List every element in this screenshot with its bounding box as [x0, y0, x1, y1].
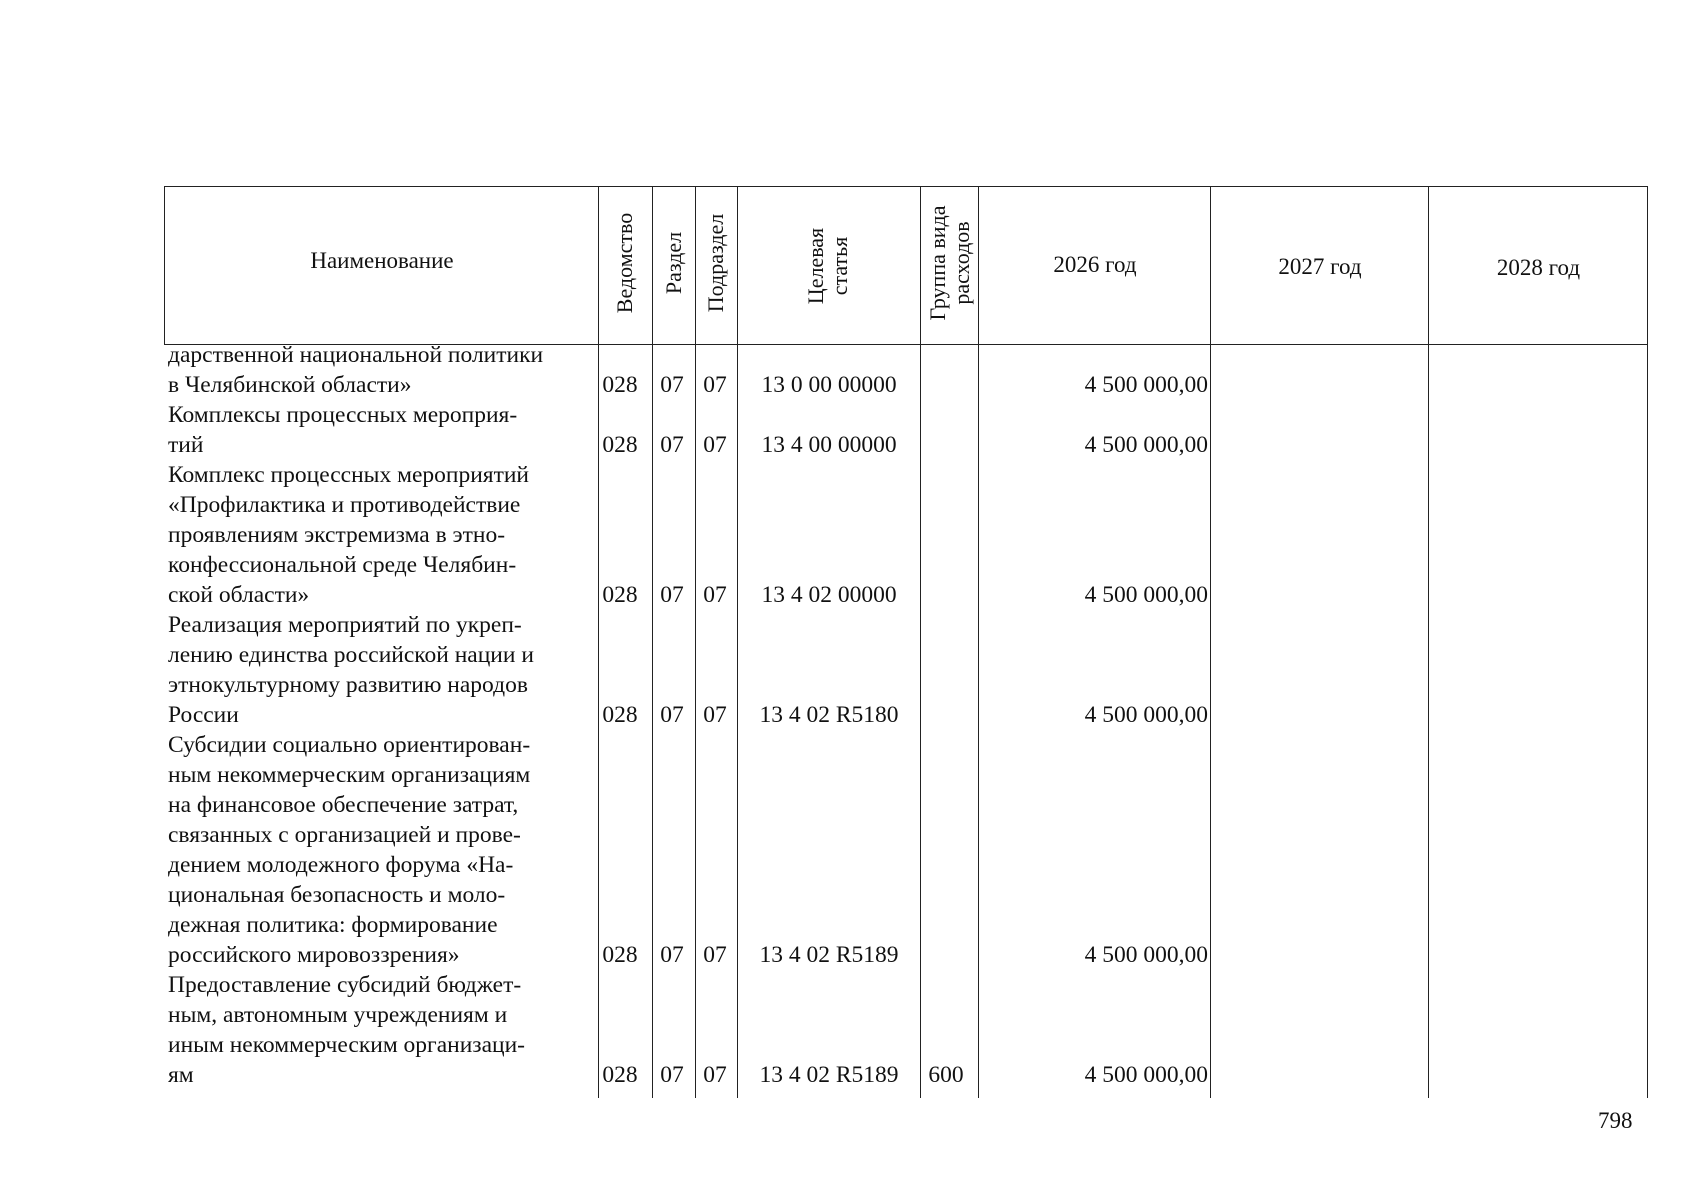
- row-name: Комплексы процессных мероприя- тий: [168, 402, 518, 458]
- cell-sum-2026: 4 500 000,00: [1084, 432, 1208, 458]
- cell-podrazdel: 07: [703, 1062, 727, 1088]
- cell-vedomstvo: 028: [602, 1062, 638, 1088]
- header-razdel: Раздел: [661, 231, 686, 295]
- cell-celevaya-statya: 13 4 02 00000: [761, 582, 897, 608]
- cell-vedomstvo: 028: [602, 702, 638, 728]
- cell-podrazdel: 07: [703, 372, 727, 398]
- row-name: Субсидии социально ориентирован- ным некоммерческим организациям на финансовое обеспечение затрат, связанных с организацией и прове- дением молодежного форума «На- циональная безопасность и моло- дежная политика: формирование российского мировоззрения»: [168, 732, 531, 968]
- col-divider: [920, 186, 921, 1098]
- col-divider: [1647, 186, 1648, 1098]
- col-divider: [1210, 186, 1211, 1098]
- cell-vedomstvo: 028: [602, 432, 638, 458]
- col-divider: [1428, 186, 1429, 1098]
- cell-sum-2026: 4 500 000,00: [1084, 372, 1208, 398]
- col-divider: [652, 186, 653, 1098]
- col-divider: [978, 186, 979, 1098]
- cell-podrazdel: 07: [703, 702, 727, 728]
- cell-razdel: 07: [660, 582, 684, 608]
- page-number: 798: [1598, 1108, 1633, 1133]
- cell-podrazdel: 07: [703, 942, 727, 968]
- cell-vedomstvo: 028: [602, 942, 638, 968]
- row-name: Комплекс процессных мероприятий «Профилактика и противодействие проявлениям экстремизма в этно- конфессиональной среде Челябин- ской области»: [168, 462, 530, 608]
- cell-razdel: 07: [660, 702, 684, 728]
- col-divider: [695, 186, 696, 1098]
- header-gruppa-vida-raskhodov: Группа вида расходов: [925, 205, 974, 321]
- cell-celevaya-statya: 13 4 02 R5180: [759, 702, 899, 728]
- header-vedomstvo: Ведомство: [612, 212, 637, 314]
- cell-razdel: 07: [660, 372, 684, 398]
- cell-razdel: 07: [660, 942, 684, 968]
- header-name: Наименование: [310, 248, 454, 273]
- cell-sum-2026: 4 500 000,00: [1084, 702, 1208, 728]
- cell-razdel: 07: [660, 1062, 684, 1088]
- header-year-2027: 2027 год: [1278, 254, 1362, 279]
- cell-sum-2026: 4 500 000,00: [1084, 1062, 1208, 1088]
- cell-celevaya-statya: 13 4 00 00000: [761, 432, 897, 458]
- cell-podrazdel: 07: [703, 432, 727, 458]
- cell-celevaya-statya: 13 0 00 00000: [761, 372, 897, 398]
- cell-sum-2026: 4 500 000,00: [1084, 942, 1208, 968]
- cell-celevaya-statya: 13 4 02 R5189: [759, 1062, 899, 1088]
- col-divider: [737, 186, 738, 1098]
- header-year-2028: 2028 год: [1496, 255, 1581, 280]
- header-year-2026: 2026 год: [1053, 252, 1137, 277]
- cell-vedomstvo: 028: [602, 582, 638, 608]
- header-celevaya-statya: Целевая статья: [803, 227, 852, 305]
- row-name: Реализация мероприятий по укреп- лению единства российской нации и этнокультурному развитию народов России: [168, 612, 534, 728]
- cell-podrazdel: 07: [703, 582, 727, 608]
- cell-gruppa: 600: [928, 1062, 964, 1088]
- cell-razdel: 07: [660, 432, 684, 458]
- cell-vedomstvo: 028: [602, 372, 638, 398]
- cell-celevaya-statya: 13 4 02 R5189: [759, 942, 899, 968]
- cell-sum-2026: 4 500 000,00: [1084, 582, 1208, 608]
- row-name: дарственной национальной политики в Челябинской области»: [168, 342, 544, 398]
- row-name: Предоставление субсидий бюджет- ным, автономным учреждениям и иным некоммерческим организаци- ям: [168, 972, 525, 1088]
- col-divider: [598, 186, 599, 1098]
- header-podrazdel: Подраздел: [703, 213, 728, 313]
